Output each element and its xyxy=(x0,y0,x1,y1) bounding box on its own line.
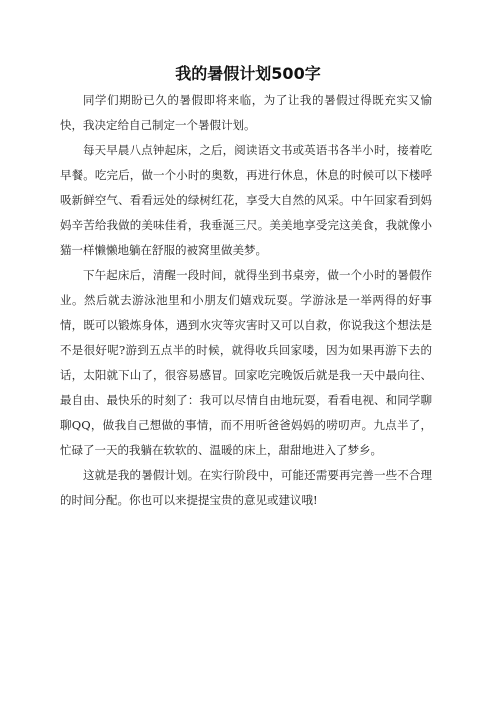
paragraph-intro: 同学们期盼已久的暑假即将来临，为了让我的暑假过得既充实又愉快，我决定给自己制定一个暑假计划。 xyxy=(60,93,432,132)
paragraph-morning: 每天早晨八点钟起床，之后，阅读语文书或英语书各半小时，接着吃早餐。吃完后，做一个小时的奥数，再进行休息，休息的时候可以下楼呼吸新鲜空气、看看远处的绿树红花，享受大自然的风采。中午回家看到妈妈辛苦给我做的美味佳肴，我垂涎三尺。美美地享受完这美食，我就像小猫一样懒懒地躺在舒服的被窝里做美梦。 xyxy=(60,143,432,257)
paragraph-afternoon: 下午起床后，清醒一段时间，就得坐到书桌旁，做一个小时的暑假作业。然后就去游泳池里和小朋友们嬉戏玩耍。学游泳是一举两得的好事情，既可以锻炼身体，遇到水灾等灾害时又可以自救，你说我这个想法是不是很好呢?游到五点半的时候，就得收兵回家喽，因为如果再游下去的话，太阳就下山了，很容易感冒。回家吃完晚饭后就是我一天中最向往、最自由、最快乐的时刻了：我可以尽情自由地玩耍，看看电视、和同学聊聊QQ，做我自己想做的事情，而不用听爸爸妈妈的唠叨声。九点半了，忙碌了一天的我躺在软软的、温暖的床上，甜甜地进入了梦乡。 xyxy=(60,268,432,457)
document-body xyxy=(60,88,432,513)
paragraph-conclusion: 这就是我的暑假计划。在实行阶段中，可能还需要再完善一些不合理的时间分配。你也可以来提提宝贵的意见或建议哦! xyxy=(60,468,432,507)
document-title: 我的暑假计划500字 xyxy=(175,64,321,83)
